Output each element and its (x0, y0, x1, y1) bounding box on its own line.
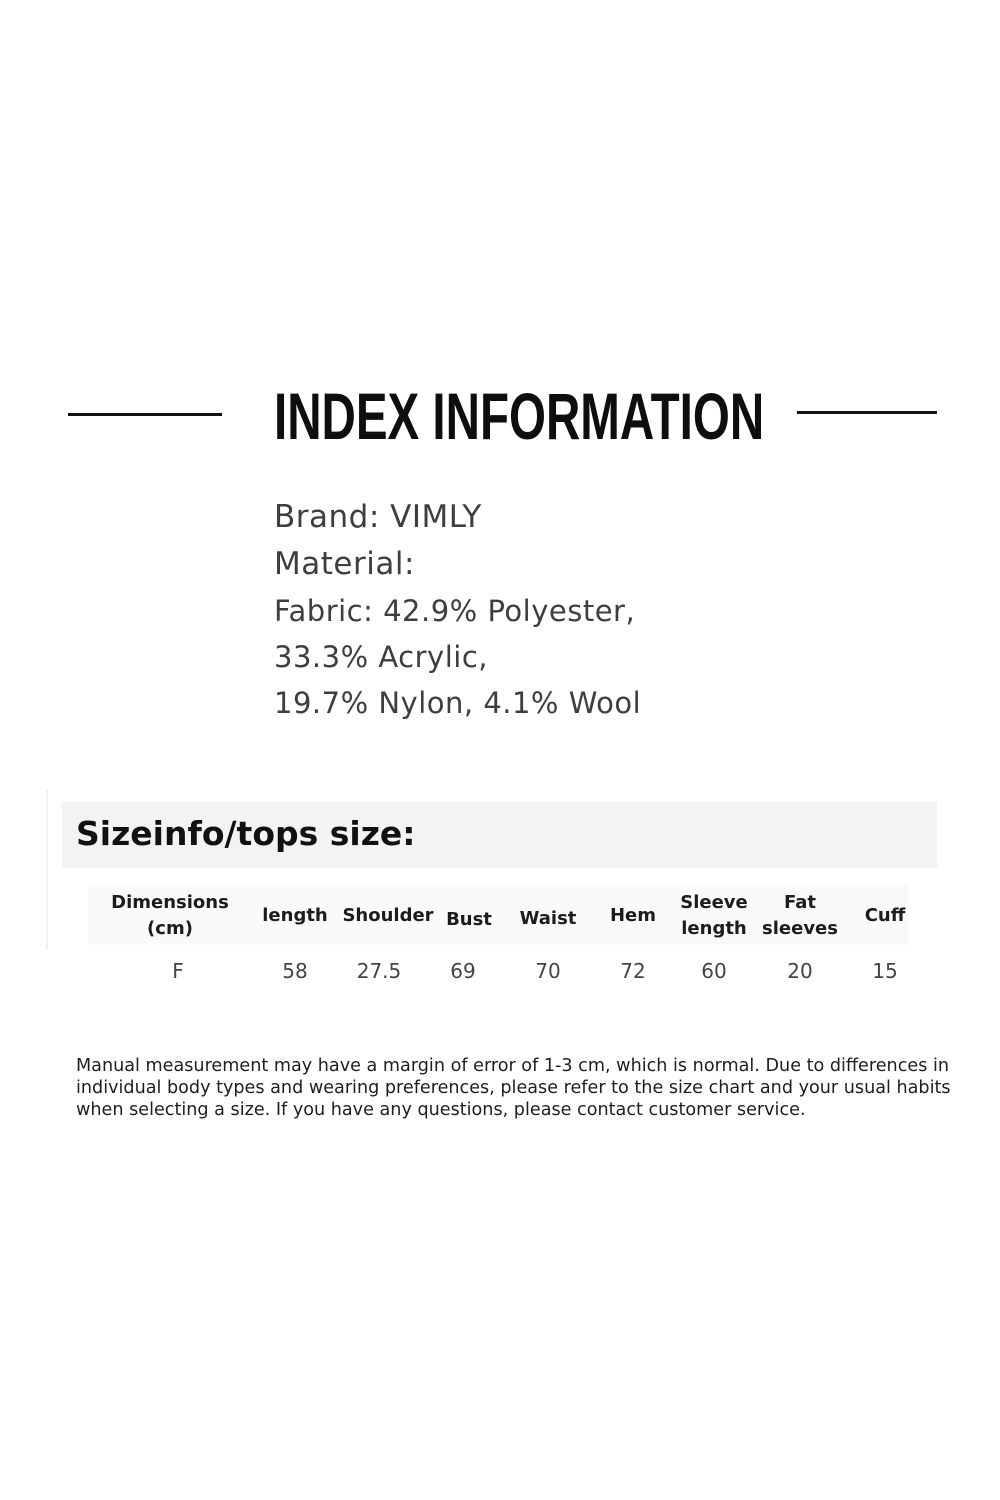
product-info (274, 494, 874, 726)
size-table-header: Hem (609, 905, 657, 926)
title-divider-left (68, 413, 222, 416)
size-table-header: Shoulder (342, 905, 434, 926)
size-table-cell: 60 (701, 959, 727, 983)
size-table-cell: 72 (620, 959, 646, 983)
brand-line: Brand: VIMLY (274, 499, 482, 535)
size-table-header: Sleeve length (680, 892, 748, 939)
size-table-cell: 15 (872, 959, 898, 983)
size-table-cell: 20 (787, 959, 813, 983)
size-table-cell: 70 (535, 959, 561, 983)
size-section-edge (46, 790, 48, 950)
size-table-header: length (262, 905, 328, 926)
page-title: INDEX INFORMATION (274, 379, 765, 453)
size-table-header: Fat sleeves (762, 892, 838, 939)
size-table-header: Waist (519, 908, 577, 929)
title-divider-right (797, 411, 937, 414)
material-line: Material: (274, 546, 415, 582)
fabric-line-3: 19.7% Nylon, 4.1% Wool (274, 686, 642, 720)
size-table-header: Bust (446, 909, 492, 930)
size-table-cell: 58 (282, 959, 308, 983)
size-table-cell: F (172, 959, 184, 983)
measurement-note: Manual measurement may have a margin of error of 1-3 cm, which is normal. Due to differences in individual body types and wearing preferences, please refer to the size chart and your usual habits when selecting a size. If you have any questions, please contact customer service. (76, 1056, 951, 1120)
fabric-line-2: 33.3% Acrylic, (274, 640, 488, 674)
size-table-header: Dimensions (cm) (111, 892, 229, 939)
size-section-title: Sizeinfo/tops size: (76, 814, 416, 853)
size-table-cell: 27.5 (356, 959, 402, 983)
size-table-header: Cuff (864, 905, 906, 926)
fabric-line-1: Fabric: 42.9% Polyester, (274, 594, 636, 628)
size-table-cell: 69 (450, 959, 476, 983)
